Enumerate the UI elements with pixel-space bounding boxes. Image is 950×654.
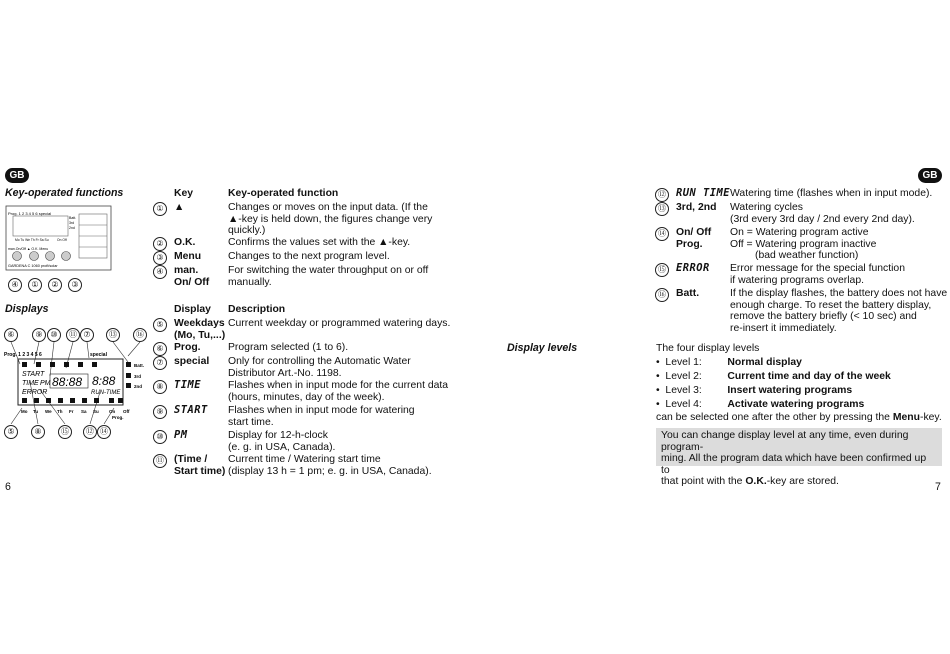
- display-row-16-key: Batt.: [676, 288, 700, 299]
- lcd-pm: PM: [40, 380, 51, 387]
- key-row-4-num: ④: [153, 265, 167, 279]
- level-2: • Level 2: Current time and day of the week: [656, 371, 891, 382]
- display-row-6-num: ⑥: [153, 342, 167, 356]
- device-prog-label: Prog. 1 2 3 4 5 6 special: [8, 211, 52, 216]
- key-row-2-key: O.K.: [174, 237, 196, 248]
- key-row-4-desc: For switching the water throughput on or off manually.: [228, 265, 429, 288]
- language-badge-right: GB: [918, 168, 942, 183]
- lcd-callout-8: ⑧: [31, 425, 45, 439]
- display-row-9-desc: Flashes when in input mode for watering start time.: [228, 405, 415, 428]
- lcd-clock: 88:88: [52, 375, 83, 389]
- display-row-16-desc: If the display flashes, the battery does not have enough charge. To reset the battery display, remove the battery briefly (< 10 sec) and re-insert it immediately.: [730, 288, 948, 334]
- display-row-5-key: Weekdays (Mo, Tu,...): [174, 318, 226, 341]
- key-row-3-desc: Changes to the next program level.: [228, 251, 390, 262]
- lcd-day-sa: Sa: [81, 409, 87, 414]
- device-brand: GARDENA C 1060 profi/solar: [8, 264, 58, 268]
- info-box: You can change display level at any time, even during program- ming. All the program data which have been confirmed up to that point with the O.K.-key are stored.: [656, 428, 942, 466]
- lcd-clock2: 8:88: [92, 374, 116, 388]
- key-row-2-num: ②: [153, 237, 167, 251]
- lcd-special: special: [90, 352, 107, 358]
- display-table-col2: Description: [228, 304, 286, 315]
- display-row-5-desc: Current weekday or programmed watering days.: [228, 318, 451, 329]
- lcd-run-time: RUN-TIME: [91, 390, 121, 396]
- device-days-label: Mo Tu We Th Fr Sa Su: [15, 238, 49, 242]
- display-row-11-num: ⑪: [153, 454, 167, 468]
- key-table-col2: Key-operated function: [228, 188, 339, 199]
- lcd-callout-10: ⑩: [47, 328, 61, 342]
- display-row-8-key: TIME: [174, 379, 202, 391]
- display-row-12-num: ⑫: [655, 188, 669, 202]
- device-button-menu: [62, 252, 71, 261]
- display-row-13-desc: Watering cycles (3rd every 3rd day / 2nd every 2nd day).: [730, 202, 915, 225]
- display-row-12-desc: Watering time (flashes when in input mode).: [730, 188, 933, 199]
- lcd-day-fr: Fr: [69, 409, 74, 414]
- display-row-9-key: START: [174, 404, 208, 416]
- lcd-day-th: Th: [57, 409, 63, 414]
- display-row-5-num: ⑤: [153, 318, 167, 332]
- lcd-callout-6: ⑥: [4, 328, 18, 342]
- display-row-14-num: ⑭: [655, 227, 669, 241]
- device-button-up: [30, 252, 39, 261]
- key-row-3-num: ③: [153, 251, 167, 265]
- display-row-8-desc: Flashes when in input mode for the current data (hours, minutes, day of the week).: [228, 380, 449, 403]
- display-row-8-num: ⑧: [153, 380, 167, 394]
- level-1: • Level 1: Normal display: [656, 357, 802, 368]
- lcd-batt: Batt.: [134, 363, 144, 368]
- device-callout-1: ①: [28, 278, 42, 292]
- lcd-callout-5: ⑤: [4, 425, 18, 439]
- section-heading-display-levels: Display levels: [507, 342, 578, 354]
- device-callout-4: ④: [8, 278, 22, 292]
- lcd-time: TIME: [22, 380, 39, 387]
- lcd-off: Off: [123, 409, 130, 414]
- device-second-label: 2nd: [69, 226, 75, 230]
- lcd-callout-11: ⑪: [66, 328, 80, 342]
- page-number-left: 6: [5, 481, 11, 493]
- display-row-7-desc: Only for controlling the Automatic Water Distributor Art.-No. 1198.: [228, 356, 411, 379]
- page-number-right: 7: [935, 481, 941, 493]
- lcd-day-tu: Tu: [33, 409, 39, 414]
- display-row-10-desc: Display for 12-h-clock (e. g. in USA, Canada).: [228, 430, 336, 453]
- key-row-1-desc: Changes or moves on the input data. (If the ▲-key is held down, the figures change very quickly.): [228, 202, 433, 237]
- display-row-10-key: PM: [174, 429, 188, 441]
- display-row-13-key: 3rd, 2nd: [676, 202, 717, 213]
- display-row-12-key: RUN TIME: [676, 187, 731, 199]
- display-row-14-key: On/ Off Prog.: [676, 227, 712, 250]
- lcd-error: ERROR: [22, 389, 48, 396]
- display-row-9-num: ⑨: [153, 405, 167, 419]
- device-onoff-label: On Off: [57, 238, 67, 242]
- lcd-on: On: [109, 409, 116, 414]
- device-callout-3: ③: [68, 278, 82, 292]
- key-row-3-key: Menu: [174, 251, 202, 262]
- key-row-4-key: man. On/ Off: [174, 265, 210, 288]
- device-batt-label: Batt.: [69, 216, 77, 220]
- key-row-1-num: ①: [153, 202, 167, 216]
- section-heading-displays: Displays: [5, 303, 49, 315]
- display-row-11-desc: Current time / Watering start time (display 13 h = 1 pm; e. g. in USA, Canada).: [228, 454, 432, 477]
- display-row-10-num: ⑩: [153, 430, 167, 444]
- display-row-15-key: ERROR: [676, 262, 710, 274]
- lcd-callout-14: ⑭: [97, 425, 111, 439]
- lcd-prog-bottom: Prog.: [112, 415, 124, 420]
- levels-outro: can be selected one after the other by pressing the Menu-key.: [656, 412, 942, 423]
- lcd-callout-16: ⑯: [133, 328, 147, 342]
- lcd-callout-13: ⑬: [106, 328, 120, 342]
- device-button-man: [13, 252, 22, 261]
- lcd-start: START: [22, 371, 45, 378]
- key-row-1-key: ▲: [174, 202, 185, 213]
- display-row-7-key: special: [174, 356, 210, 367]
- key-table-col1: Key: [174, 188, 194, 199]
- lcd-diagram: [4, 342, 150, 424]
- lcd-day-we: We: [45, 409, 52, 414]
- display-row-16-num: ⑯: [655, 288, 669, 302]
- display-row-14-desc: On = Watering program active Off = Watering program inactive (bad weather function): [730, 227, 877, 262]
- device-illustration: [5, 205, 113, 273]
- display-row-6-desc: Program selected (1 to 6).: [228, 342, 349, 353]
- device-third-label: 3rd: [69, 221, 75, 225]
- level-3: • Level 3: Insert watering programs: [656, 385, 853, 396]
- display-row-6-key: Prog.: [174, 342, 201, 353]
- language-badge-left: GB: [5, 168, 29, 183]
- lcd-third: 3rd: [134, 374, 142, 379]
- lcd-day-su: Su: [93, 409, 99, 414]
- display-row-15-num: ⑮: [655, 263, 669, 277]
- display-row-7-num: ⑦: [153, 356, 167, 370]
- lcd-callout-12: ⑫: [83, 425, 97, 439]
- levels-intro: The four display levels: [656, 343, 760, 354]
- lcd-prog-row: Prog. 1 2 3 4 5 6: [4, 352, 42, 358]
- device-buttons-label: man.On/Off ▲ O.K. Menu: [8, 247, 49, 251]
- section-heading-key-functions: Key-operated functions: [5, 187, 124, 199]
- display-row-13-num: ⑬: [655, 202, 669, 216]
- display-table-col1: Display: [174, 304, 211, 315]
- device-button-ok: [46, 252, 55, 261]
- display-row-15-desc: Error message for the special function if watering programs overlap.: [730, 263, 905, 286]
- display-row-11-key: (Time / Start time): [174, 454, 226, 477]
- key-row-2-desc: Confirms the values set with the ▲-key.: [228, 237, 411, 248]
- lcd-second: 2nd: [134, 384, 143, 389]
- lcd-day-mo: Mo: [21, 409, 28, 414]
- device-callout-2: ②: [48, 278, 62, 292]
- lcd-callout-15: ⑮: [58, 425, 72, 439]
- lcd-callout-7: ⑦: [80, 328, 94, 342]
- level-4: • Level 4: Activate watering programs: [656, 399, 865, 410]
- lcd-callout-9: ⑨: [32, 328, 46, 342]
